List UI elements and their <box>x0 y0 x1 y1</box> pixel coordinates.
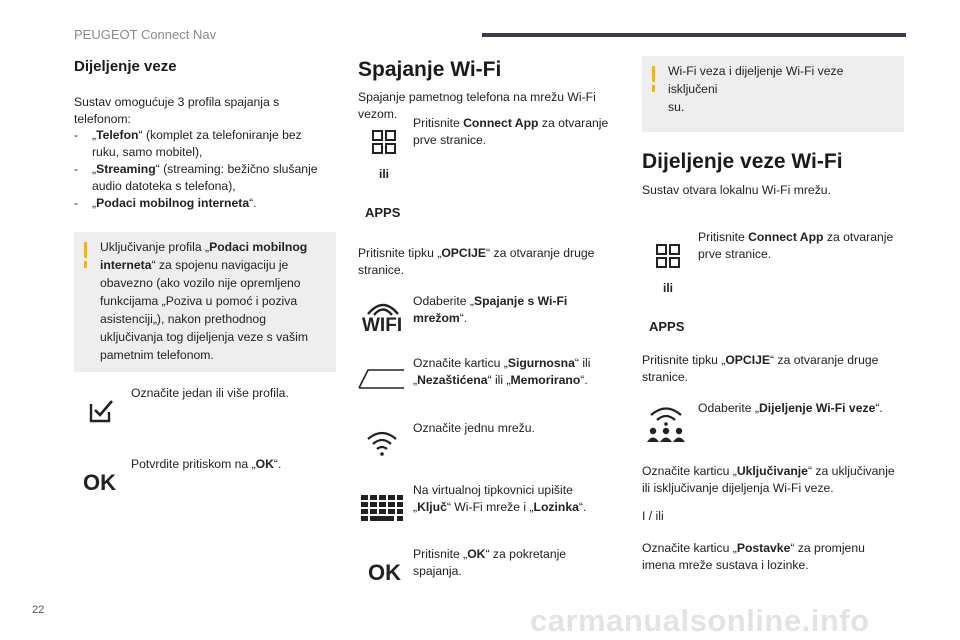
step-press-ok-connect: Pritisnite „OK“ za pokretanje <box>413 547 567 561</box>
watermark-logo: carmanualsonline.info <box>530 603 870 638</box>
step-press-options-line2: stranice. <box>642 370 689 384</box>
document-header-title: PEUGEOT Connect Nav <box>74 27 217 42</box>
step-enter-key: Na virtualnoj tipkovnici upišite <box>413 483 573 497</box>
step-press-connect-app: Pritisnite Connect App za otvaranje <box>698 230 894 244</box>
step-select-wifi-connection-line2: mrežom“. <box>413 311 468 325</box>
connect-app-grid-icon <box>372 130 396 154</box>
section-heading-wifi-connection: Spajanje Wi-Fi <box>358 58 502 81</box>
step-settings-tab: Označite karticu „Postavke“ za promjenu <box>642 541 865 555</box>
col2-intro-line1: Spajanje pametnog telefona na mrežu Wi-Fi <box>358 90 596 104</box>
step-activation-tab: Označite karticu „Uključivanje“ za uključivanje <box>642 464 895 478</box>
step-select-network: Označite jednu mrežu. <box>413 421 535 435</box>
step-select-security-tab-line2: „Nezaštićena“ ili „Memorirano“. <box>413 373 588 387</box>
bullet-dash: - <box>74 128 79 142</box>
col1-intro-line1: Sustav omogućuje 3 profila spajanja s <box>74 95 280 109</box>
note-marker-icon <box>84 242 87 258</box>
or-label: ili <box>663 281 674 295</box>
or-label: ili <box>379 167 390 181</box>
note-marker-icon <box>84 261 87 268</box>
step-press-connect-app-line2: prve stranice. <box>698 247 772 261</box>
bullet-dash: - <box>74 196 79 210</box>
ok-button-icon: OK <box>368 560 401 585</box>
wifi-signal-icon <box>366 298 400 316</box>
step-press-ok-connect-line2: spajanja. <box>413 564 462 578</box>
step-press-options-line2: stranice. <box>358 263 405 277</box>
info-note-wifi-off <box>642 56 904 132</box>
col2-intro-line2: vezom. <box>358 107 398 121</box>
header-divider <box>482 33 906 37</box>
step-press-options: Pritisnite tipku „OPCIJE“ za otvaranje druge <box>642 353 879 367</box>
apps-key-icon: APPS <box>365 205 401 220</box>
wifi-label-icon: WIFI <box>362 315 403 336</box>
col3-intro: Sustav otvara lokalnu Wi-Fi mrežu. <box>642 183 831 197</box>
step-select-wifi-sharing: Odaberite „Dijeljenje Wi-Fi veze“. <box>698 401 883 415</box>
step-confirm-ok: Potvrdite pritiskom na „OK“. <box>131 457 282 471</box>
step-press-connect-app: Pritisnite Connect App za otvaranje <box>413 116 609 130</box>
section-heading-sharing: Dijeljenje veze <box>74 58 177 75</box>
info-note-mobile-data <box>74 232 336 372</box>
and-or-label: I / ili <box>642 509 664 523</box>
step-enter-key-line2: „Ključ“ Wi-Fi mreže i „Lozinka“. <box>413 500 587 514</box>
ok-button-icon: OK <box>83 470 116 495</box>
info-note-text: Uključivanje profila „Podaci mobilnog interneta“ za spojenu navigaciju je obavezno (ako vozilo nije opremljeno funkcijama „Poziva u pomoć i poziva asistenciji„), nakon prethodnog uključivanja tog dijeljenja veze s vašim pametnim telefonom. <box>100 240 308 362</box>
step-select-security-tab: Označite karticu „Sigurnosna“ ili <box>413 356 591 370</box>
step-select-wifi-connection: Odaberite „Spajanje s Wi-Fi <box>413 294 568 308</box>
col1-intro-line2: telefonom: <box>74 112 131 126</box>
apps-key-icon: APPS <box>649 319 685 334</box>
wifi-sharing-icon <box>646 403 686 443</box>
info-note-text: Wi-Fi veza i dijeljenje Wi-Fi veze isključeni su. <box>668 64 844 114</box>
step-settings-tab-line2: imena mreže sustava i lozinke. <box>642 558 809 572</box>
profile-item-streaming: „Streaming“ (streaming: bežično slušanje <box>92 162 318 176</box>
checkbox-check-icon <box>88 398 114 424</box>
step-press-options: Pritisnite tipku „OPCIJE“ za otvaranje druge <box>358 246 595 260</box>
profile-item-mobile-data: „Podaci mobilnog interneta“. <box>92 196 257 210</box>
section-heading-wifi-sharing: Dijeljenje veze Wi-Fi <box>642 150 843 173</box>
note-marker-icon <box>652 85 655 92</box>
step-select-profiles: Označite jedan ili više profila. <box>131 386 289 400</box>
profile-item-phone: „Telefon“ (komplet za telefoniranje bez <box>92 128 302 142</box>
tab-selector-icon <box>358 366 406 390</box>
profile-item-streaming-line2: audio datoteka s telefona), <box>92 179 236 193</box>
note-marker-icon <box>652 66 655 82</box>
profile-item-phone-line2: ruku, samo mobitel), <box>92 145 203 159</box>
page-number: 22 <box>32 604 45 616</box>
bullet-dash: - <box>74 162 79 176</box>
wifi-network-icon <box>366 430 398 456</box>
step-press-connect-app-line2: prve stranice. <box>413 133 487 147</box>
keyboard-icon <box>361 495 403 521</box>
connect-app-grid-icon <box>656 244 680 268</box>
step-activation-tab-line2: ili isključivanje dijeljenja Wi-Fi veze. <box>642 481 834 495</box>
